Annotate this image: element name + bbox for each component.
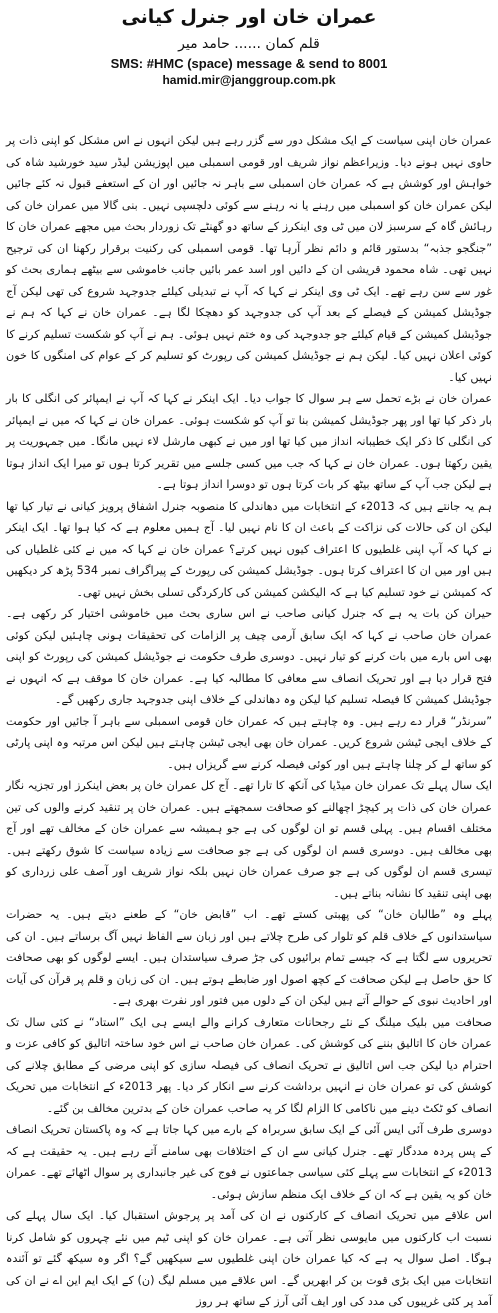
headline: عمران خان اور جنرل کیانی [121, 6, 377, 28]
sms-line: SMS: #HMC (space) message & send to 8001 [110, 56, 388, 71]
byline: قلم کمان ...... حامد میر [178, 36, 320, 52]
paragraph: حیران کن بات یہ ہے کہ جنرل کیانی صاحب نے اس ساری بحث میں خاموشی اختیار کر رکھی ہے۔ عمران خان صاحب نے کہا کہ ایک سابق آرمی چیف پر الزامات کی تحقیقات ہونی چاہئیں لیکن کوئی بھی اس بارے میں بات کرنے کو تیار نہیں۔ دوسری طرف حکومت نے جوڈیشل کمیشن کی رپورٹ کو اپنی فتح قرار دیا ہے اور تحریک انصاف سے معافی کا مطالبہ کیا ہے۔ عمران خان کا موقف ہے کہ انہوں نے جوڈیشل کمیشن کا فیصلہ تسلیم کیا لیکن وہ دھاندلی کے خلاف اپنی جدوجہد جاری رکھیں گے۔ [6, 607, 492, 706]
column-header [0, 2, 498, 88]
paragraph: ”سرنڈر“ قرار دے رہے ہیں۔ وہ چاہتے ہیں کہ عمران خان قومی اسمبلی سے باہر آ جائیں اور حکومت کے خلاف ایجی ٹیشن شروع کریں۔ عمران خان بھی ایجی ٹیشن چاہتے ہیں لیکن اس مرتبہ وہ اپنی پارٹی کو ساتھ لے کر چلنا چاہتے ہیں اور کوئی فیصلہ کرنے سے گریزاں ہیں۔ [6, 714, 492, 771]
paragraph: ہم یہ جانتے ہیں کہ 2013ء کے انتخابات میں دھاندلی کا منصوبہ جنرل اشفاق پرویز کیانی نے تیار کیا تھا لیکن ان کی حالات کی نزاکت کے باعث ان کا نام نہیں لیا۔ آج ہمیں معلوم ہے کہ کیا ہوا تھا۔ ایک اینکر نے کہا کہ آپ اپنی غلطیوں کا اعتراف کیوں نہیں کرتے؟ عمران خان نے کہا کہ میں نے کئی غلطیاں کی ہیں اور میں ان کا اعتراف کرتا ہوں۔ جوڈیشل کمیشن کی رپورٹ کے پیراگراف نمبر 534 پڑھ کر دیکھیں کہ کمیشن نے خود تسلیم کیا ہے کہ الیکشن کمیشن کی کارکردگی تسلی بخش نہیں تھی۔ [6, 499, 493, 599]
paragraph: پہلے وہ ”طالبان خان“ کی پھبتی کستے تھے۔ اب ”قابض خان“ کے طعنے دیتے ہیں۔ یہ حضرات سیاستدانوں کے خلاف قلم کو تلوار کی طرح چلاتے ہیں اور زبان سے الفاظ نہیں آگ برساتے ہیں۔ ان کی تحریروں سے لگتا ہے کہ جیسے تمام برائیوں کی جڑ صرف سیاستدان ہیں۔ ایسے لوگوں کو بھی صحافت کا حق حاصل ہے لیکن صحافت کے کچھ اصول اور ضابطے ہوتے ہیں۔ ان کی زبان و قلم پر قرآن کی آیات اور احادیث نبوی کے حوالے آتے ہیں لیکن ان کے دلوں میں فتور اور نفرت بھری ہے۔ [6, 908, 492, 1007]
paragraph: ایک سال پہلے تک عمران خان میڈیا کی آنکھ کا تارا تھے۔ آج کل عمران خان پر بعض اینکرز اور تجزیہ نگار عمران خان کی ذات پر کیچڑ اچھالنے کو صحافت سمجھتے ہیں۔ عمران خان پر تنقید کرنے والوں کی تین مختلف اقسام ہیں۔ پہلی قسم تو ان لوگوں کی ہے جو ہمیشہ سے عمران خان کے مخالف تھے اور آج بھی مخالف ہیں۔ دوسری قسم ان لوگوں کی ہے جو صحافت سے زیادہ سیاست کا شوق رکھتے ہیں۔ تیسری قسم ان لوگوں کی ہے جو صرف عمران خان نہیں بلکہ نواز شریف اور آصف علی زرداری کو بھی اپنی تنقید کا نشانہ بناتے ہیں۔ [6, 779, 492, 900]
paragraph: عمران خان اپنی سیاست کے ایک مشکل دور سے گزر رہے ہیں لیکن انہوں نے اس مشکل کو اپنی ذات پر حاوی نہیں ہونے دیا۔ وزیراعظم نواز شریف اور قومی اسمبلی میں اپوزیشن لیڈر سید خورشید شاہ کی خواہش اور کوشش ہے کہ عمران خان اسمبلی سے باہر نہ جائیں اور ان کے استعفے قبول نہ کئے جائیں لیکن عمران خان کو اسمبلی میں رہنے یا نہ رہنے سے کوئی دلچسپی نہیں۔ بنی گالا میں عمران خان کی رہائش گاہ کے سرسبز لان میں ٹی وی اینکرز کے ساتھ دو گھنٹے تک زوردار بحث میں مجھے عمران خان کا ”جنگجو جذبہ“ بدستور قائم و دائم نظر آرہا تھا۔ قومی اسمبلی کی رکنیت برقرار رکھنا ان کی ترجیح نہیں تھی۔ شاہ محمود قریشی ان کے دائیں اور اسد عمر بائیں جانب خاموشی سے بیٹھے ہماری بحث کو غور سے سن رہے تھے۔ ایک ٹی وی اینکر نے کہا کہ آپ نے تبدیلی کیلئے جدوجہد شروع کی تھی لیکن آج جوڈیشل کمیشن کے فیصلے کے بعد آپ کی جدوجہد کو دھچکا لگا ہے۔ عمران خان نے کہا کہ ہم نے جوڈیشل کمیشن کے قیام کیلئے جو جدوجہد کی وہ ختم نہیں ہوئی۔ ہم نے آپ کو شکست تسلیم کرنے کا کوئی اعلان نہیں کیا۔ لیکن ہم نے جوڈیشل کمیشن کی رپورٹ کو تسلیم کر کے عوام کی امنگوں کا خون نہیں کیا۔ [6, 134, 492, 384]
column-body [6, 130, 493, 1308]
paragraph: اس علاقے میں تحریک انصاف کے کارکنوں نے ان کی آمد پر پرجوش استقبال کیا۔ ایک سال پہلے کی نسبت اب کارکنوں میں مایوسی نظر آتی ہے۔ عمران خان کو اپنی ٹیم میں نئے چہروں کو شامل کرنا ہوگا۔ اصل سوال یہ ہے کہ کیا عمران خان اپنی غلطیوں سے سیکھیں گے؟ اگر وہ سیکھ گئے تو آئندہ انتخابات میں ایک بڑی قوت بن کر ابھریں گے۔ اس علاقے میں مسلم لیگ (ن) کے ایک ایم این اے نے ان کی آمد پر کئی غریبوں کی مدد کی اور ایف آئی آرز کے ساتھ ہر روز [6, 1209, 492, 1308]
paragraph: دوسری طرف آئی ایس آئی کے ایک سابق سربراہ کے بارے میں کہا جاتا ہے کہ وہ پاکستان تحریک انصاف کے پس پردہ مددگار تھے۔ جنرل کیانی سے ان کے اختلافات بھی سامنے آتے رہے ہیں۔ یہ حقیقت ہے کہ 2013ء کے انتخابات سے پہلے کئی سیاسی جماعتوں نے فوج کی غیر جانبداری پر سوال اٹھائے تھے۔ عمران خان کو یہ یقین ہے کہ ان کے خلاف ایک منظم سازش ہوئی۔ [6, 1123, 492, 1201]
paragraph: صحافت میں بلیک میلنگ کے نئے رجحانات متعارف کرانے والے ایسے ہی ایک ”استاد“ نے کئی سال تک عمران خان کا اتالیق بننے کی کوشش کی۔ عمران خان صاحب نے اس خود ساختہ اتالیق کو کافی عزت و احترام دیا لیکن جب اس اتالیق نے تحریک انصاف کی فیصلہ سازی کو اپنی مرضی کے مطابق چلانے کی کوشش کی تو عمران خان نے انہیں برداشت کرنے سے انکار کر دیا۔ پھر 2013ء کے انتخابات میں تحریک انصاف کو ٹکٹ دینے میں ناکامی کا الزام لگا کر یہ صاحب عمران خان کے بدترین مخالف بن گئے۔ [6, 1015, 492, 1115]
paragraph: عمران خان نے بڑے تحمل سے ہر سوال کا جواب دیا۔ ایک اینکر نے کہا کہ آپ نے ایمپائر کی انگلی کا بار بار ذکر کیا تھا اور پھر جوڈیشل کمیشن بنا تو آپ کو شکست ہوئی۔ عمران خان نے کہا کہ میں نے ایمپائر کی انگلی کا ذکر ایک خطیبانہ انداز میں کیا تھا اور میں نے کبھی مارشل لاء نہیں مانگا۔ میں جمہوریت پر یقین رکھتا ہوں۔ عمران خان نے کہا کہ جب میں کسی جلسے میں تقریر کرتا ہوں تو میرا ایک انداز ہوتا ہے لیکن جب آپ کے ساتھ بیٹھ کر بات کرتا ہوں تو دوسرا انداز ہوتا ہے۔ [6, 392, 492, 491]
author-email: hamid.mir@janggroup.com.pk [162, 73, 336, 87]
